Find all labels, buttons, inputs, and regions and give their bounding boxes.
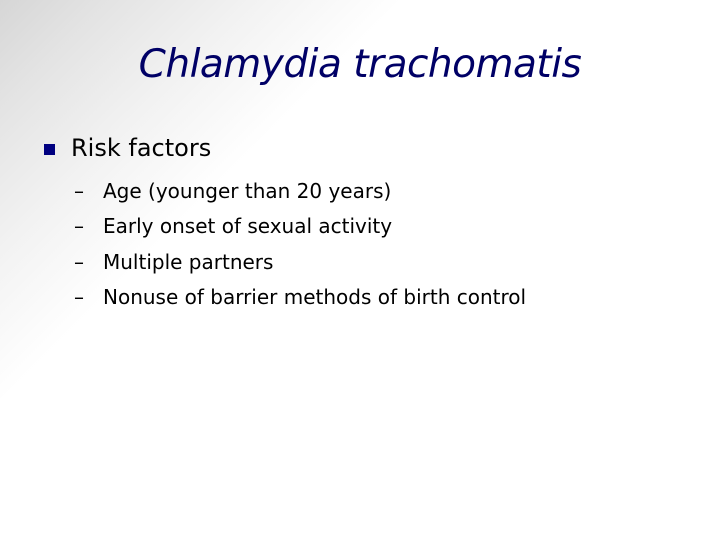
bullet-text: Risk factors — [71, 134, 212, 162]
sub-bullet-item — [74, 173, 526, 209]
slide-title: Chlamydia trachomatis — [138, 42, 582, 87]
dash-icon: – — [74, 285, 84, 310]
sub-bullet-text: Multiple partners — [103, 249, 274, 274]
sub-bullet-item — [74, 244, 526, 280]
sub-bullet-item — [74, 209, 526, 245]
dash-icon: – — [74, 249, 84, 274]
sub-bullet-text: Early onset of sexual activity — [103, 214, 393, 239]
sub-bullet-text: Age (younger than 20 years) — [103, 178, 392, 203]
square-bullet-icon — [44, 144, 55, 155]
sub-bullet-text: Nonuse of barrier methods of birth control — [103, 285, 527, 310]
sub-bullet-item — [74, 280, 526, 316]
bullet-risk-factors — [44, 133, 211, 163]
dash-icon: – — [74, 178, 84, 203]
dash-icon: – — [74, 214, 84, 239]
sub-bullet-list — [74, 173, 526, 315]
